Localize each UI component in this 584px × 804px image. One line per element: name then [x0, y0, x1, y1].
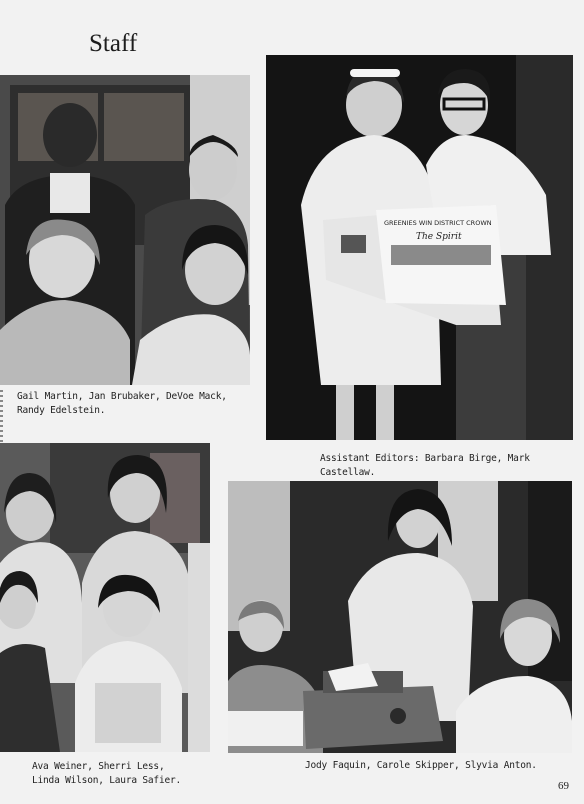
caption-line: Gail Martin, Jan Brubaker, DeVoe Mack, [17, 391, 227, 402]
newspaper-masthead: The Spirit [416, 232, 462, 242]
page-number: 69 [558, 780, 569, 792]
caption-line: Ava Weiner, Sherri Less, [32, 761, 165, 772]
newspaper-headline: GREENIES WIN DISTRICT CROWN [384, 219, 492, 227]
photo-staff-group-top-left [0, 75, 250, 385]
caption-assistant-editors [320, 452, 580, 480]
caption-line: Randy Edelstein. [17, 405, 106, 416]
photo-image [0, 443, 210, 752]
photo-typing-staff [228, 481, 572, 753]
caption-line: Linda Wilson, Laura Safier. [32, 775, 182, 786]
page-title: Staff [89, 30, 138, 57]
photo-assistant-editors [266, 55, 573, 440]
photo-image [228, 481, 572, 753]
caption-bottom-left [32, 760, 212, 788]
photo-image [266, 55, 573, 440]
photo-image [0, 75, 250, 385]
caption-line: Jody Faquin, Carole Skipper, Slyvia Anton. [305, 760, 537, 771]
caption-top-left [17, 390, 247, 418]
caption-typing-staff [305, 759, 575, 773]
photo-staff-group-bottom-left [0, 443, 210, 752]
caption-line: Assistant Editors: Barbara Birge, Mark Castellaw. [320, 453, 530, 478]
